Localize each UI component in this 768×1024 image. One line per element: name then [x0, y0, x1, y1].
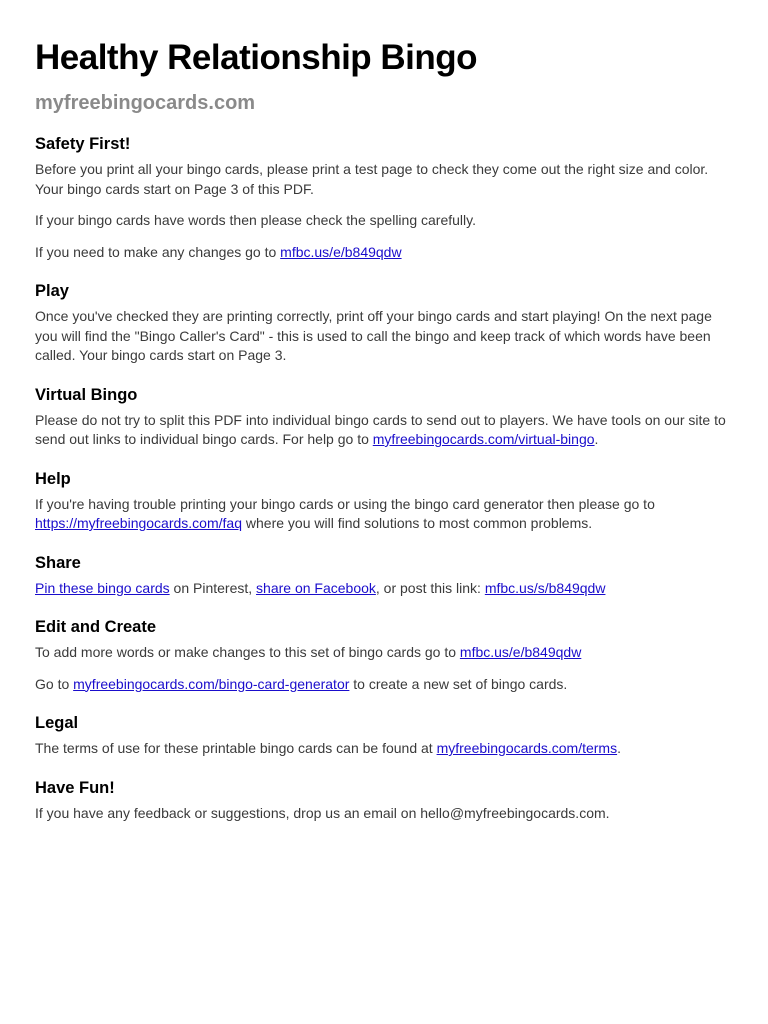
heading-virtual-bingo: Virtual Bingo — [35, 385, 138, 404]
edit-paragraph-2 — [35, 675, 733, 695]
help-text: If you're having trouble printing your bingo cards or using the bingo card generator then please go to — [35, 495, 655, 512]
legal-paragraph — [35, 739, 733, 759]
section-play — [35, 279, 733, 366]
share-paragraph — [35, 579, 733, 599]
play-paragraph: Once you've checked they are printing correctly, print off your bingo cards and start playing! On the next page you will find the "Bingo Caller's Card" - this is used to call the bingo and keep track of which words have been called. Your bingo cards start on Page 3. — [35, 308, 712, 363]
section-share — [35, 551, 733, 599]
heading-play: Play — [35, 282, 69, 300]
faq-link[interactable]: https://myfreebingocards.com/faq — [35, 515, 242, 531]
heading-edit-create: Edit and Create — [35, 618, 157, 636]
section-safety-first — [35, 132, 733, 262]
section-have-fun — [35, 776, 733, 824]
virtual-end: . — [594, 431, 599, 447]
generator-link[interactable]: myfreebingocards.com/bingo-card-generator — [73, 675, 350, 692]
pinterest-link[interactable]: Pin these bingo cards — [35, 579, 170, 596]
section-edit-create — [35, 615, 733, 694]
heading-have-fun: Have Fun! — [35, 778, 115, 797]
legal-end: . — [617, 740, 621, 756]
virtual-text: Please do not try to split this PDF into individual bingo cards to send out to players. We have tools on our site to send out links to individual bingo cards. For help go to — [35, 411, 726, 447]
edit-paragraph-1 — [35, 643, 733, 663]
safety-p3-text: If you need to make any changes go to — [35, 243, 281, 260]
heading-safety-first: Safety First! — [35, 135, 131, 153]
share-text-1: on Pinterest, — [169, 579, 257, 596]
safety-paragraph-2: If your bingo cards have words then please check the spelling carefully. — [35, 212, 476, 228]
virtual-bingo-link[interactable]: myfreebingocards.com/virtual-bingo — [372, 431, 595, 447]
edit-short-link[interactable]: mfbc.us/e/b849qdw — [459, 644, 582, 660]
site-name: myfreebingocards.com — [35, 92, 256, 114]
edit-end-2: to create a new set of bingo cards. — [349, 675, 568, 692]
heading-help: Help — [35, 469, 71, 488]
heading-share: Share — [35, 553, 81, 572]
legal-text: The terms of use for these printable bingo cards can be found at — [35, 740, 437, 756]
edit-text-2: Go to — [35, 675, 74, 692]
section-virtual-bingo — [35, 383, 733, 450]
share-short-link[interactable]: mfbc.us/s/b849qdw — [484, 579, 606, 596]
help-end: where you will find solutions to most common problems. — [242, 515, 593, 531]
heading-legal: Legal — [35, 714, 79, 732]
virtual-paragraph — [35, 411, 733, 450]
page-title: Healthy Relationship Bingo — [35, 38, 478, 77]
help-paragraph — [35, 495, 733, 534]
safety-paragraph-1: Before you print all your bingo cards, please print a test page to check they come out the right size and color. Your bingo cards start on Page 3 of this PDF. — [35, 161, 709, 197]
safety-paragraph-3 — [35, 243, 733, 263]
fun-paragraph: If you have any feedback or suggestions, drop us an email on hello@myfreebingocards.com. — [35, 804, 610, 821]
edit-text-1: To add more words or make changes to this set of bingo cards go to — [35, 644, 460, 660]
facebook-link[interactable]: share on Facebook — [256, 579, 376, 596]
edit-link[interactable]: mfbc.us/e/b849qdw — [280, 243, 402, 260]
terms-link[interactable]: myfreebingocards.com/terms — [436, 740, 618, 756]
section-legal — [35, 711, 733, 759]
section-help — [35, 467, 733, 534]
share-text-2: , or post this link: — [375, 579, 485, 596]
